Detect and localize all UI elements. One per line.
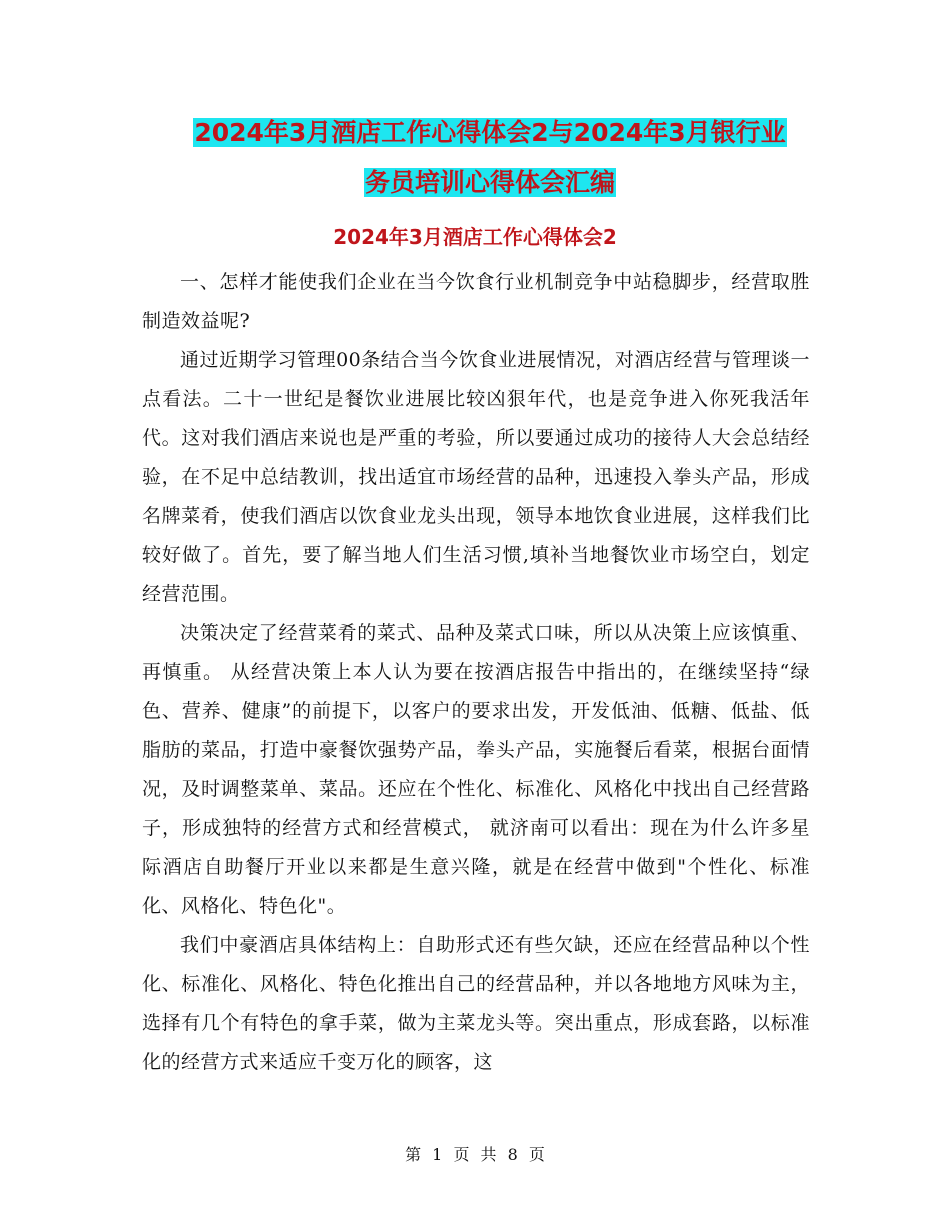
page-number-footer: 第 1 页 共 8 页 [405, 1145, 545, 1164]
document-body [142, 263, 810, 1082]
paragraph-1: 一、怎样才能使我们企业在当今饮食行业机制竞争中站稳脚步，经营取胜制造效益呢? [142, 271, 810, 332]
document-title [140, 108, 840, 208]
document-title-line-1: 2024年3月酒店工作心得体会2与2024年3月银行业 [194, 118, 786, 147]
document-title-line-2: 务员培训心得体会汇编 [364, 168, 615, 197]
paragraph-2: 通过近期学习管理00条结合当今饮食业进展情况，对酒店经营与管理谈一点看法。二十一世纪是餐饮业进展比较凶狠年代，也是竞争进入你死我活年代。这对我们酒店来说也是严重的考验，所以要通过成功的接待人大会总结经验，在不足中总结教训，找出适宜市场经营的品种，迅速投入拳头产品，形成名牌菜肴，使我们酒店以饮食业龙头出现，领导本地饮食业进展，这样我们比较好做了。首先，要了解当地人们生活习惯,填补当地餐饮业市场空白，划定经营范围。 [142, 349, 810, 605]
paragraph-4: 我们中豪酒店具体结构上：自助形式还有些欠缺，还应在经营品种以个性化、标准化、风格化、特色化推出自己的经营品种，并以各地地方风味为主，选择有几个有特色的拿手菜，做为主菜龙头等。突出重点，形成套路，以标准化的经营方式来适应千变万化的顾客，这 [142, 934, 810, 1073]
paragraph-3: 决策决定了经营菜肴的菜式、品种及菜式口味，所以从决策上应该慎重、再慎重。 从经营决策上本人认为要在按酒店报告中指出的，在继续坚持“绿色、营养、健康”的前提下，以客户的要求出发，开发低油、低糖、低盐、低脂肪的菜品，打造中豪餐饮强势产品，拳头产品，实施餐后看菜，根据台面情况，及时调整菜单、菜品。还应在个性化、标准化、风格化中找出自己经营路子，形成独特的经营方式和经营模式， 就济南可以看出：现在为什么许多星际酒店自助餐厅开业以来都是生意兴隆，就是在经营中做到"个性化、标准化、风格化、特色化"。 [142, 622, 810, 917]
section-title: 2024年3月酒店工作心得体会2 [333, 225, 617, 249]
